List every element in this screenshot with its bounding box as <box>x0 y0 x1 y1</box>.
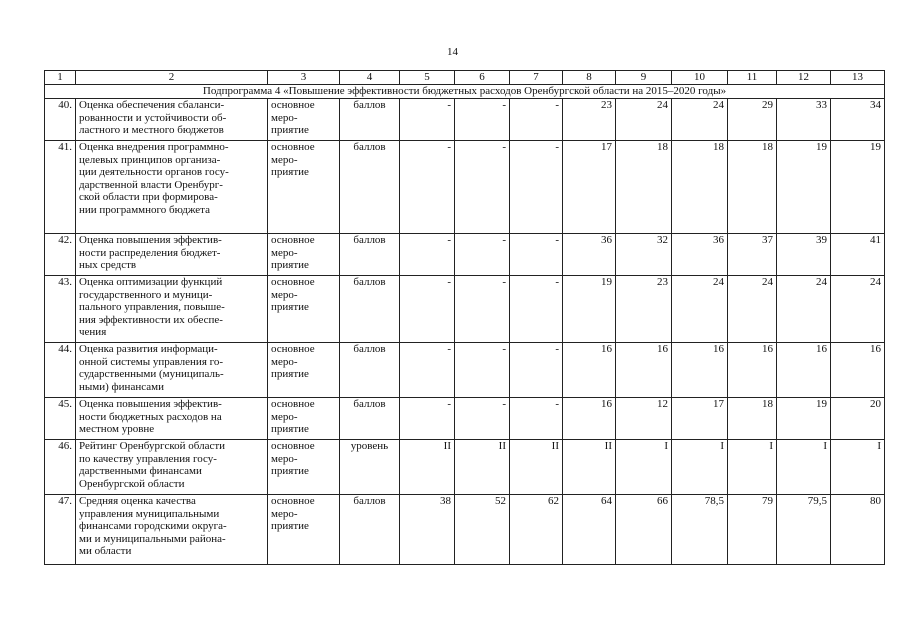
unit: баллов <box>340 398 400 440</box>
unit: баллов <box>340 234 400 276</box>
table-row <box>45 141 885 234</box>
value-cell: 62 <box>510 495 563 565</box>
value-cell: 32 <box>616 234 672 276</box>
value-cell: 16 <box>616 343 672 398</box>
row-number: 43. <box>45 276 76 343</box>
value-cell: I <box>616 440 672 495</box>
column-header-10: 10 <box>672 71 728 85</box>
value-cell: - <box>455 398 510 440</box>
value-cell: - <box>455 141 510 234</box>
table-row <box>45 234 885 276</box>
page-number: 14 <box>447 46 458 58</box>
value-cell: II <box>455 440 510 495</box>
value-cell: II <box>400 440 455 495</box>
value-cell: 12 <box>616 398 672 440</box>
value-cell: 18 <box>728 141 777 234</box>
value-cell: 24 <box>728 276 777 343</box>
value-cell: 79 <box>728 495 777 565</box>
activity-type: основное меро- приятие <box>268 141 340 234</box>
value-cell: 19 <box>777 398 831 440</box>
value-cell: 19 <box>563 276 616 343</box>
value-cell: 52 <box>455 495 510 565</box>
value-cell: - <box>510 234 563 276</box>
unit: баллов <box>340 99 400 141</box>
value-cell: 16 <box>563 343 616 398</box>
unit: баллов <box>340 343 400 398</box>
value-cell: 64 <box>563 495 616 565</box>
value-cell: I <box>831 440 885 495</box>
value-cell: 29 <box>728 99 777 141</box>
column-header-9: 9 <box>616 71 672 85</box>
indicators-table <box>44 70 885 565</box>
activity-type: основное меро- приятие <box>268 398 340 440</box>
unit: уровень <box>340 440 400 495</box>
value-cell: 18 <box>616 141 672 234</box>
value-cell: 16 <box>831 343 885 398</box>
subprogram-row <box>45 85 885 99</box>
row-number: 45. <box>45 398 76 440</box>
value-cell: I <box>777 440 831 495</box>
row-number: 47. <box>45 495 76 565</box>
subprogram-title: Подпрограмма 4 «Повышение эффективности бюджетных расходов Оренбургской области на 2015–2020 годы» <box>45 85 885 99</box>
activity-type: основное меро- приятие <box>268 440 340 495</box>
table-row <box>45 440 885 495</box>
value-cell: I <box>672 440 728 495</box>
row-number: 41. <box>45 141 76 234</box>
value-cell: 80 <box>831 495 885 565</box>
value-cell: 34 <box>831 99 885 141</box>
value-cell: 41 <box>831 234 885 276</box>
value-cell: - <box>510 343 563 398</box>
value-cell: - <box>510 276 563 343</box>
activity-type: основное меро- приятие <box>268 99 340 141</box>
unit: баллов <box>340 495 400 565</box>
table-row <box>45 495 885 565</box>
value-cell: 36 <box>672 234 728 276</box>
table-row <box>45 343 885 398</box>
indicator-name: Оценка обеспечения сбаланси- рованности и устойчивости об- ластного и местного бюджетов <box>76 99 268 141</box>
indicator-name: Оценка оптимизации функций государственного и муници- пального управления, повыше- ния эффективности их обеспе- чения <box>76 276 268 343</box>
value-cell: 18 <box>728 398 777 440</box>
value-cell: - <box>400 343 455 398</box>
column-header-13: 13 <box>831 71 885 85</box>
value-cell: 79,5 <box>777 495 831 565</box>
value-cell: 78,5 <box>672 495 728 565</box>
row-number: 44. <box>45 343 76 398</box>
value-cell: II <box>563 440 616 495</box>
column-header-7: 7 <box>510 71 563 85</box>
column-header-2: 2 <box>76 71 268 85</box>
value-cell: - <box>400 276 455 343</box>
value-cell: - <box>455 234 510 276</box>
indicator-name: Оценка внедрения программно- целевых принципов организа- ции деятельности органов госу- дарственной власти Оренбург- ской области при формирова- нии программного бюджета <box>76 141 268 234</box>
value-cell: 24 <box>616 99 672 141</box>
value-cell: 24 <box>672 99 728 141</box>
value-cell: 24 <box>777 276 831 343</box>
value-cell: 24 <box>831 276 885 343</box>
value-cell: 36 <box>563 234 616 276</box>
indicator-name: Средняя оценка качества управления муниципальными финансами городскими округа- ми и муниципальными районa- ми области <box>76 495 268 565</box>
indicator-name: Оценка повышения эффектив- ности распределения бюджет- ных средств <box>76 234 268 276</box>
row-number: 42. <box>45 234 76 276</box>
activity-type: основное меро- приятие <box>268 343 340 398</box>
row-number: 46. <box>45 440 76 495</box>
activity-type: основное меро- приятие <box>268 276 340 343</box>
activity-type: основное меро- приятие <box>268 495 340 565</box>
value-cell: - <box>455 343 510 398</box>
column-header-5: 5 <box>400 71 455 85</box>
value-cell: - <box>400 99 455 141</box>
column-header-1: 1 <box>45 71 76 85</box>
value-cell: 24 <box>672 276 728 343</box>
value-cell: 19 <box>777 141 831 234</box>
value-cell: 19 <box>831 141 885 234</box>
value-cell: 16 <box>563 398 616 440</box>
column-header-4: 4 <box>340 71 400 85</box>
value-cell: - <box>510 99 563 141</box>
value-cell: 16 <box>672 343 728 398</box>
value-cell: 37 <box>728 234 777 276</box>
value-cell: - <box>510 398 563 440</box>
value-cell: 20 <box>831 398 885 440</box>
unit: баллов <box>340 276 400 343</box>
table-row <box>45 398 885 440</box>
value-cell: - <box>400 141 455 234</box>
header-row <box>45 71 885 85</box>
value-cell: - <box>455 99 510 141</box>
value-cell: I <box>728 440 777 495</box>
value-cell: 23 <box>563 99 616 141</box>
value-cell: 39 <box>777 234 831 276</box>
value-cell: 16 <box>728 343 777 398</box>
column-header-6: 6 <box>455 71 510 85</box>
indicator-name: Оценка повышения эффектив- ности бюджетных расходов на местном уровне <box>76 398 268 440</box>
value-cell: 66 <box>616 495 672 565</box>
value-cell: 16 <box>777 343 831 398</box>
value-cell: - <box>400 234 455 276</box>
value-cell: 18 <box>672 141 728 234</box>
value-cell: 17 <box>672 398 728 440</box>
unit: баллов <box>340 141 400 234</box>
row-number: 40. <box>45 99 76 141</box>
indicator-name: Оценка развития информаци- онной системы управления го- сударственными (муниципаль- ными) финансами <box>76 343 268 398</box>
column-header-8: 8 <box>563 71 616 85</box>
value-cell: II <box>510 440 563 495</box>
table-row <box>45 276 885 343</box>
value-cell: - <box>400 398 455 440</box>
column-header-11: 11 <box>728 71 777 85</box>
value-cell: - <box>510 141 563 234</box>
value-cell: 23 <box>616 276 672 343</box>
value-cell: 38 <box>400 495 455 565</box>
indicator-name: Рейтинг Оренбургской области по качеству управления госу- дарственными финансами Оренбургской области <box>76 440 268 495</box>
table-row <box>45 99 885 141</box>
activity-type: основное меро- приятие <box>268 234 340 276</box>
value-cell: 33 <box>777 99 831 141</box>
value-cell: - <box>455 276 510 343</box>
value-cell: 17 <box>563 141 616 234</box>
column-header-3: 3 <box>268 71 340 85</box>
column-header-12: 12 <box>777 71 831 85</box>
